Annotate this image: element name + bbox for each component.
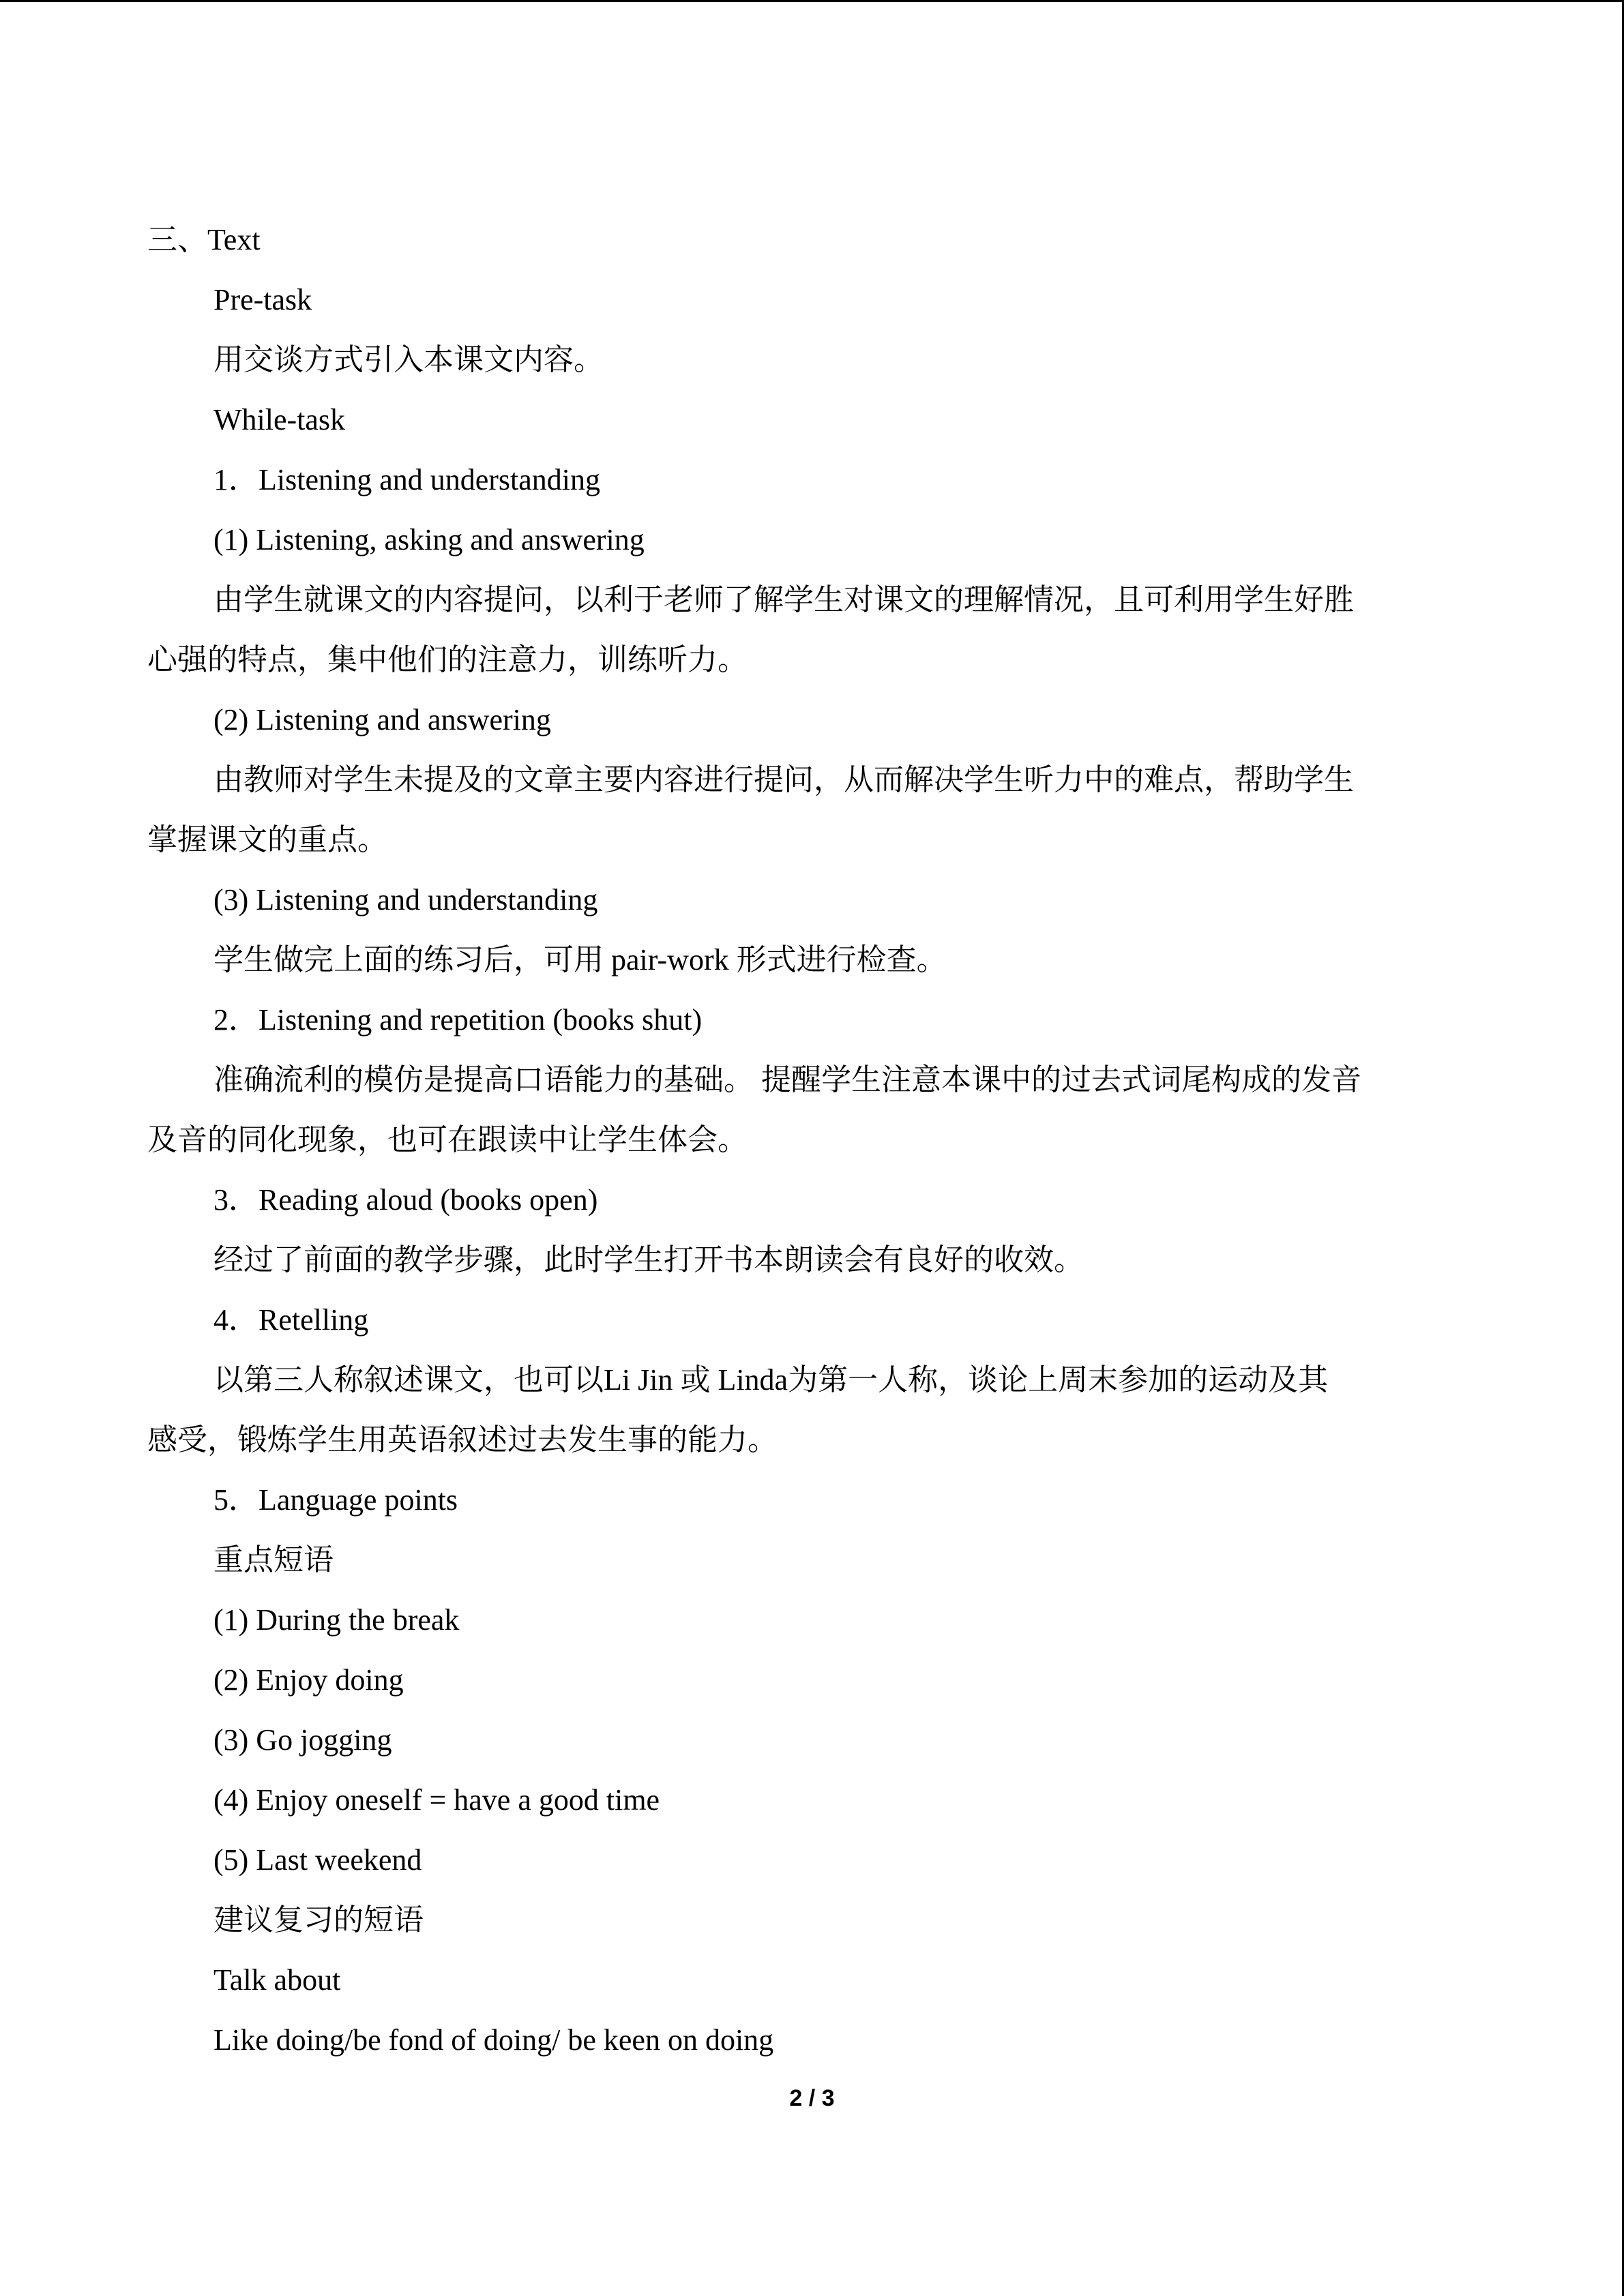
phrase-item: (1) During the break	[213, 1603, 460, 1637]
phrase-item: (4) Enjoy oneself = have a good time	[213, 1783, 660, 1817]
phrase-item: Talk about	[213, 1963, 341, 1997]
paragraph-line: 学生做完上面的练习后，可用 pair-work 形式进行检查。	[213, 943, 947, 976]
step-heading: 4．Retelling	[213, 1303, 369, 1337]
paragraph-line: 感受，锻炼学生用英语叙述过去发生事的能力。	[147, 1423, 778, 1457]
paragraph-line: 由学生就课文的内容提问，以利于老师了解学生对课文的理解情况，且可利用学生好胜	[213, 583, 1354, 616]
paragraph-line: 准确流利的模仿是提高口语能力的基础。 提醒学生注意本课中的过去式词尾构成的发音	[213, 1063, 1361, 1097]
page-border-top	[0, 0, 1624, 2]
paragraph-line: 用交谈方式引入本课文内容。	[213, 343, 604, 376]
section-heading: 三、Text	[147, 223, 261, 256]
paragraph-line: 及音的同化现象，也可在跟读中让学生体会。	[147, 1123, 748, 1157]
step-heading: 1．Listening and understanding	[213, 463, 601, 496]
phrase-item: (5) Last weekend	[213, 1843, 422, 1877]
phrase-item: (3) Go jogging	[213, 1723, 392, 1757]
paragraph-line: 掌握课文的重点。	[147, 823, 387, 856]
substep-heading: (2) Listening and answering	[213, 703, 551, 736]
paragraph-line: 心强的特点，集中他们的注意力，训练听力。	[147, 643, 748, 676]
page-number: 2 / 3	[789, 2085, 835, 2111]
substep-heading: (3) Listening and understanding	[213, 883, 598, 916]
step-heading: 2．Listening and repetition (books shut)	[213, 1003, 703, 1037]
paragraph-line: 由教师对学生未提及的文章主要内容进行提问，从而解决学生听力中的难点，帮助学生	[213, 763, 1354, 796]
phrase-item: (2) Enjoy doing	[213, 1663, 404, 1697]
stage-label-while-task: While-task	[213, 403, 346, 436]
subheading-key-phrases: 重点短语	[213, 1543, 334, 1577]
step-heading: 3．Reading aloud (books open)	[213, 1183, 598, 1217]
paragraph-line: 经过了前面的教学步骤，此时学生打开书本朗读会有良好的收效。	[213, 1243, 1084, 1277]
stage-label-pre-task: Pre-task	[213, 283, 312, 316]
phrase-item: Like doing/be fond of doing/ be keen on doing	[213, 2023, 774, 2057]
step-heading: 5．Language points	[213, 1483, 458, 1517]
substep-heading: (1) Listening, asking and answering	[213, 523, 645, 556]
document-body	[147, 210, 1477, 2070]
subheading-review-phrases: 建议复习的短语	[213, 1903, 424, 1937]
paragraph-line: 以第三人称叙述课文，也可以Li Jin 或 Linda为第一人称，谈论上周末参加的运动及其	[213, 1363, 1329, 1397]
